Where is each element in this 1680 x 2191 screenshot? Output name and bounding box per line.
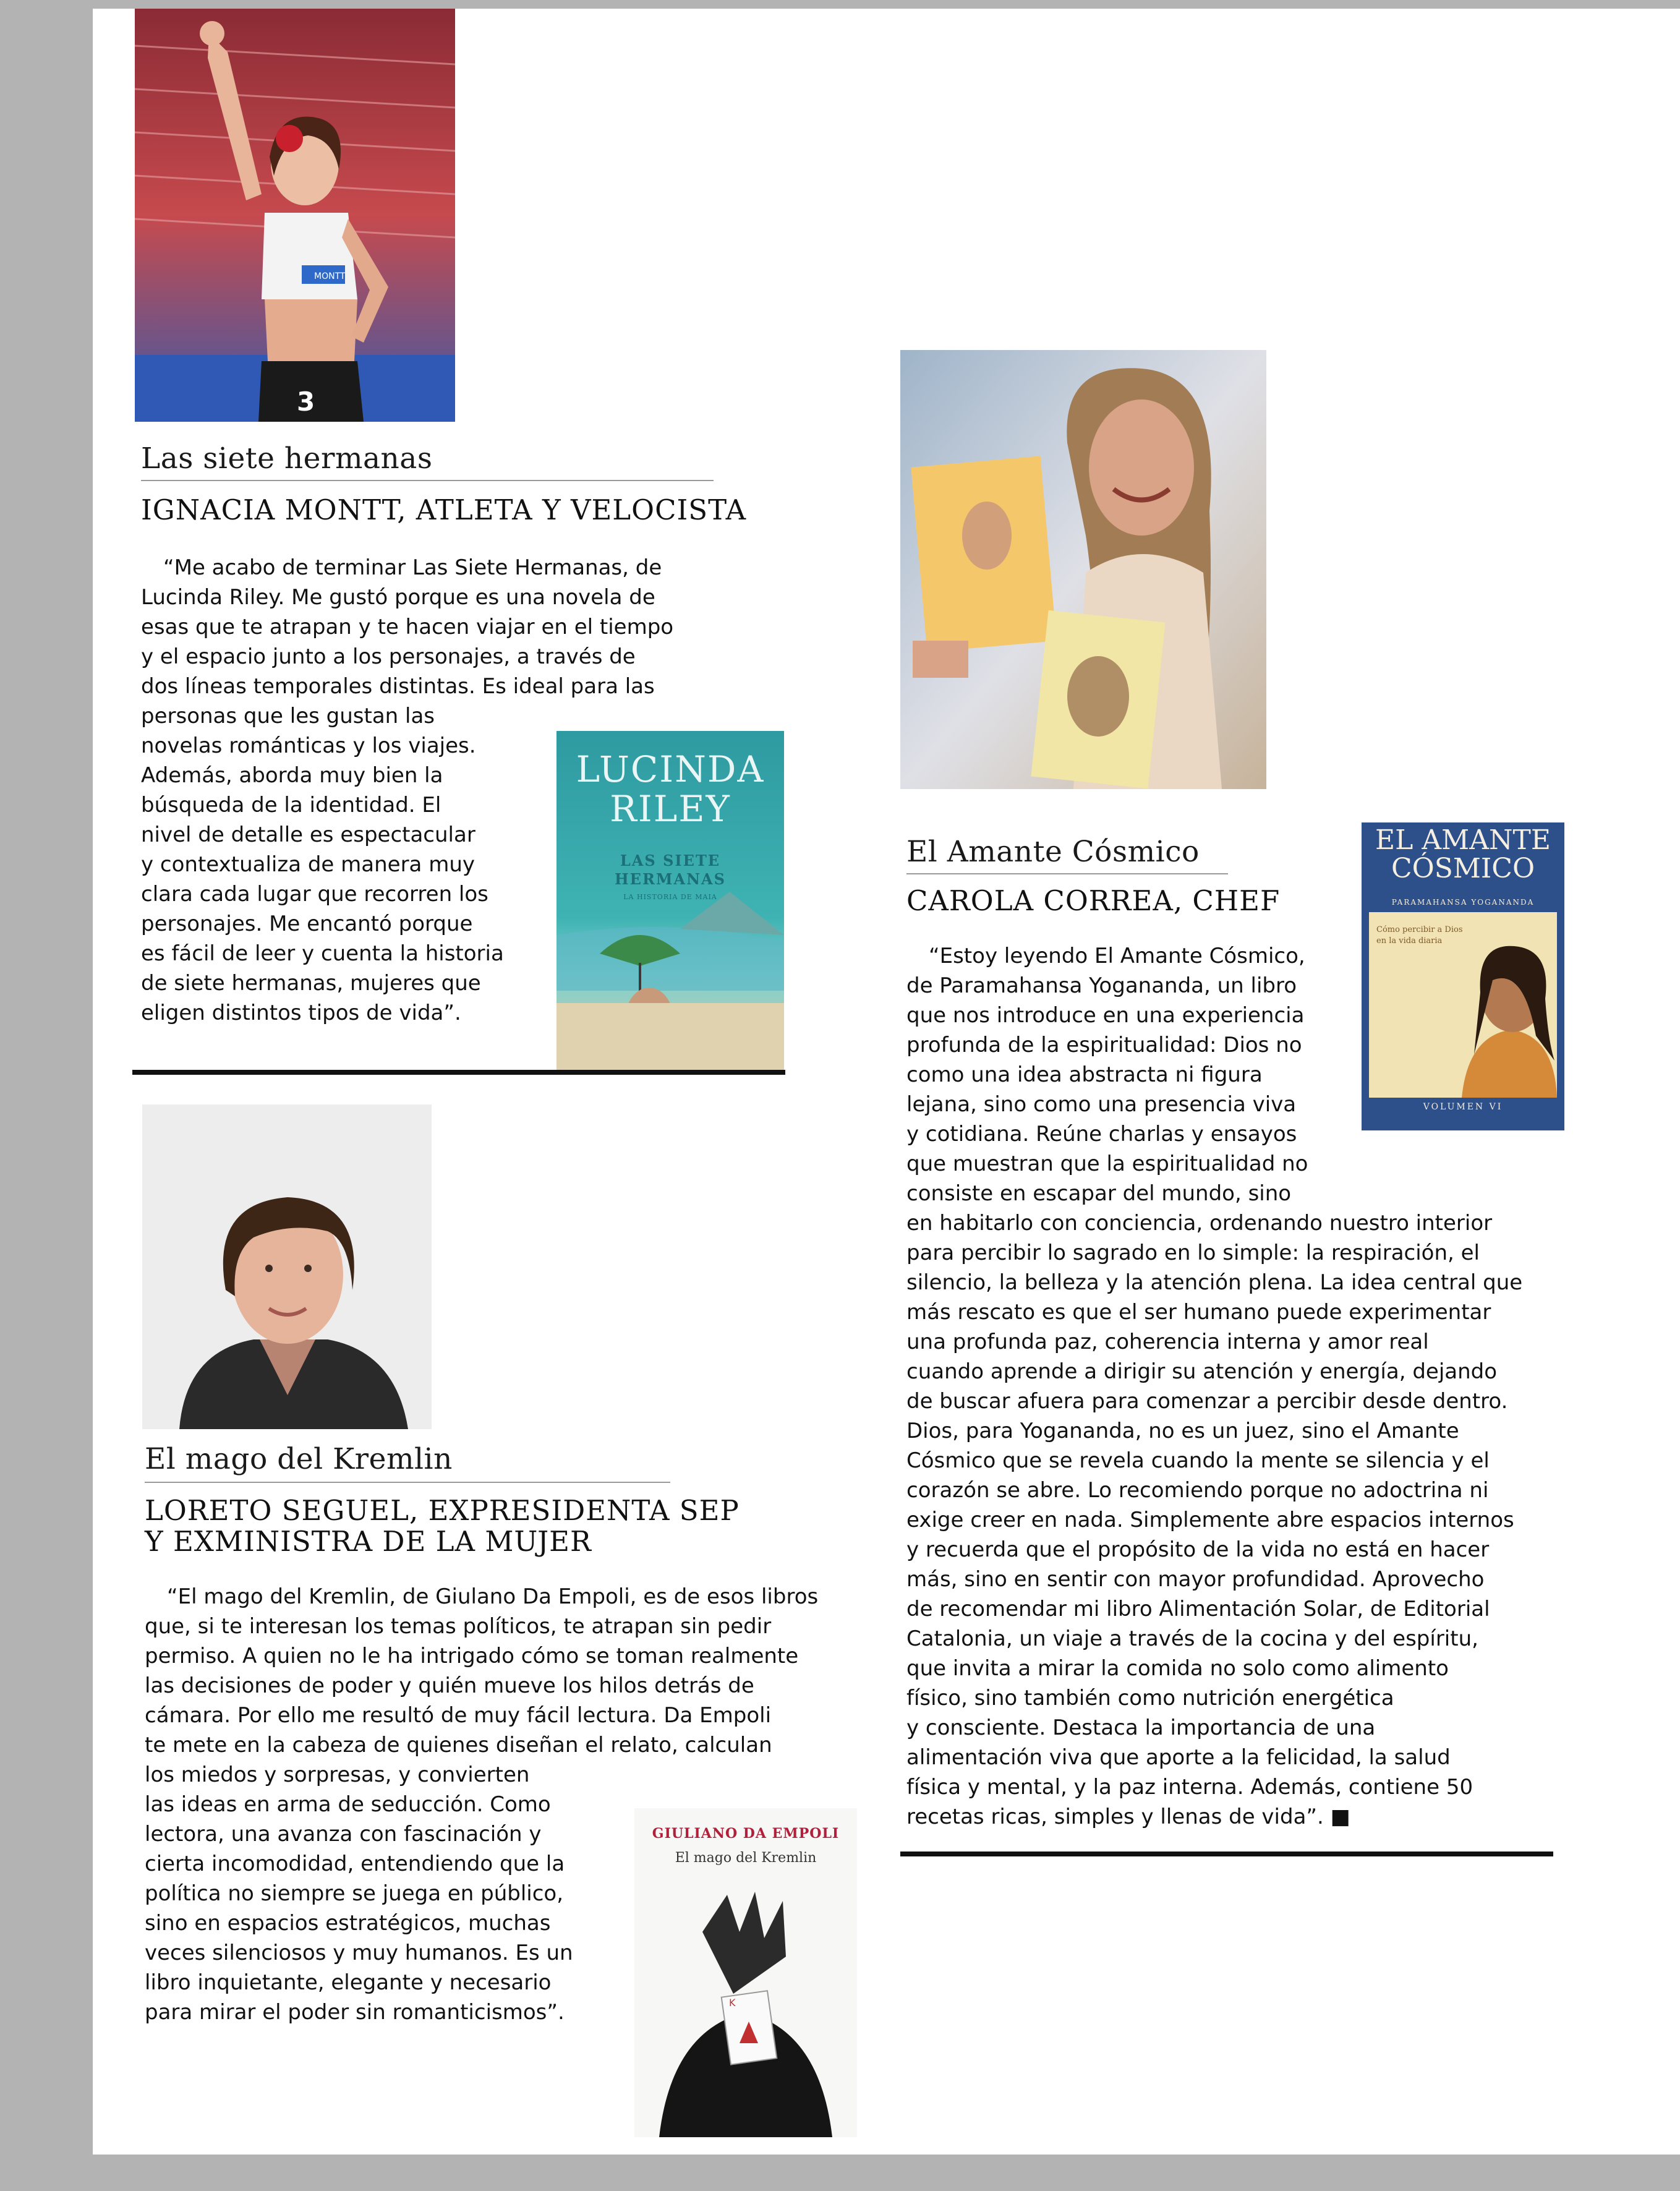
body-line: recetas ricas, simples y llenas de vida”. ■ — [906, 1804, 1350, 1829]
body-line: y consciente. Destaca la importancia de una — [906, 1715, 1376, 1740]
cover-volume: VOLUMEN VI — [1423, 1102, 1503, 1112]
cover-title: EL AMANTE CÓSMICO — [1375, 824, 1551, 884]
article-3-body — [906, 941, 1648, 1832]
body-line: que muestran que la espiritualidad no — [906, 1151, 1308, 1176]
body-line: sino en espacios estratégicos, muchas — [145, 1911, 551, 1936]
cover-author: PARAMAHANSA YOGANANDA — [1391, 898, 1535, 907]
body-line: como una idea abstracta ni figura — [906, 1062, 1263, 1087]
article-3-title-rule — [906, 873, 1228, 874]
athlete-photo — [135, 9, 455, 422]
body-line: de Paramahansa Yogananda, un libro — [906, 973, 1297, 998]
body-line: libro inquietante, elegante y necesario — [145, 1970, 552, 1995]
body-line: lejana, sino como una presencia viva — [906, 1092, 1297, 1117]
body-line: y cotidiana. Reúne charlas y ensayos — [906, 1122, 1297, 1147]
body-line: en habitarlo con conciencia, ordenando nuestro interior — [906, 1211, 1493, 1236]
body-line: una profunda paz, coherencia interna y amor real — [906, 1330, 1429, 1354]
article-3-person: CAROLA CORREA, CHEF — [906, 884, 1281, 917]
body-line: esas que te atrapan y te hacen viajar en el tiempo — [141, 615, 674, 639]
body-line: que, si te interesan los temas políticos, te atrapan sin pedir — [145, 1614, 772, 1639]
body-line: Catalonia, un viaje a través de la cocina y del espíritu, — [906, 1626, 1478, 1651]
body-line: política no siempre se juega en público, — [145, 1881, 564, 1906]
body-line: de siete hermanas, mujeres que — [141, 971, 481, 996]
cover-author: LUCINDA RILEY — [576, 748, 765, 830]
body-line: que invita a mirar la comida no solo como alimento — [906, 1656, 1449, 1681]
person-line: LORETO SEGUEL, EXPRESIDENTA SEP — [145, 1494, 740, 1527]
book-cover-las-siete-hermanas — [556, 731, 784, 1071]
svg-text:MONTT: MONTT — [314, 271, 346, 281]
body-line: física y mental, y la paz interna. Además, contiene 50 — [906, 1775, 1473, 1800]
body-line: exige creer en nada. Simplemente abre espacios internos — [906, 1508, 1514, 1532]
article-3-end-rule — [900, 1851, 1553, 1856]
body-line: búsqueda de la identidad. El — [141, 793, 441, 818]
article-1-title-rule — [141, 480, 714, 481]
body-line: “Me acabo de terminar Las Siete Hermanas, de — [163, 555, 662, 580]
article-2-title-rule — [145, 1482, 670, 1483]
body-line: dos líneas temporales distintas. Es ideal para las — [141, 674, 655, 699]
body-line: eligen distintos tipos de vida”. — [141, 1001, 461, 1025]
body-line: Lucinda Riley. Me gustó porque es una novela de — [141, 585, 655, 610]
body-line: personajes. Me encantó porque — [141, 912, 473, 936]
body-line: es fácil de leer y cuenta la historia — [141, 941, 504, 966]
body-line: cuando aprende a dirigir su atención y energía, dejando — [906, 1359, 1498, 1384]
body-line: más rescato es que el ser humano puede experimentar — [906, 1300, 1491, 1325]
body-line: para mirar el poder sin romanticismos”. — [145, 2000, 565, 2025]
article-2-book-title: El mago del Kremlin — [145, 1442, 453, 1476]
body-line: lectora, una avanza con fascinación y — [145, 1822, 542, 1847]
svg-text:3: 3 — [297, 387, 315, 417]
body-line: las ideas en arma de seducción. Como — [145, 1792, 551, 1817]
body-line: que nos introduce en una experiencia — [906, 1003, 1305, 1028]
body-line: y contextualiza de manera muy — [141, 852, 475, 877]
body-line: de buscar afuera para comenzar a percibir desde dentro. — [906, 1389, 1508, 1414]
body-line: más, sino en sentir con mayor profundidad. Aprovecho — [906, 1567, 1485, 1592]
body-line: “El mago del Kremlin, de Giulano Da Empoli, es de esos libros — [167, 1584, 819, 1609]
article-2-person — [145, 1495, 740, 1557]
body-line: corazón se abre. Lo recomiendo porque no adoctrina ni — [906, 1478, 1489, 1503]
portrait-loreto-seguel — [142, 1104, 432, 1429]
cover-series: LA HISTORIA DE MAIA — [623, 893, 717, 901]
article-1-end-rule — [132, 1070, 785, 1075]
body-line: veces silenciosos y muy humanos. Es un — [145, 1941, 573, 1965]
body-line: físico, sino también como nutrición energética — [906, 1686, 1394, 1711]
svg-text:K: K — [729, 1997, 736, 2009]
body-line: Además, aborda muy bien la — [141, 763, 443, 788]
article-3-book-title: El Amante Cósmico — [906, 835, 1200, 869]
cover-title: El mago del Kremlin — [675, 1850, 817, 1866]
body-line: para percibir lo sagrado en lo simple: la respiración, el — [906, 1241, 1480, 1265]
body-line: las decisiones de poder y quién mueve los hilos detrás de — [145, 1673, 754, 1698]
book-cover-el-mago-del-kremlin — [634, 1808, 857, 2137]
magazine-page — [93, 9, 1680, 2155]
body-line: personas que les gustan las — [141, 704, 435, 728]
body-line: permiso. A quien no le ha intrigado cómo se toman realmente — [145, 1644, 799, 1668]
body-line: alimentación viva que aporte a la felicidad, la salud — [906, 1745, 1451, 1770]
article-1-person: IGNACIA MONTT, ATLETA Y VELOCISTA — [141, 493, 747, 526]
body-line: te mete en la cabeza de quienes diseñan el relato, calculan — [145, 1733, 772, 1757]
body-line: Dios, para Yogananda, no es un juez, sino el Amante — [906, 1419, 1459, 1443]
article-1-book-title: Las siete hermanas — [141, 442, 433, 476]
body-line: los miedos y sorpresas, y convierten — [145, 1762, 530, 1787]
body-line: y recuerda que el propósito de la vida no está en hacer — [906, 1537, 1490, 1562]
body-line: cámara. Por ello me resultó de muy fácil lectura. Da Empoli — [145, 1703, 772, 1728]
body-line: cierta incomodidad, entendiendo que la — [145, 1851, 565, 1876]
person-line: Y EXMINISTRA DE LA MUJER — [145, 1525, 592, 1558]
cover-author: GIULIANO DA EMPOLI — [652, 1826, 840, 1842]
cover-title: LAS SIETE HERMANAS — [615, 852, 726, 888]
body-line: novelas románticas y los viajes. — [141, 733, 476, 758]
body-line: silencio, la belleza y la atención plena. La idea central que — [906, 1270, 1523, 1295]
body-line: clara cada lugar que recorren los — [141, 882, 488, 907]
body-line: consiste en escapar del mundo, sino — [906, 1181, 1292, 1206]
body-line: “Estoy leyendo El Amante Cósmico, — [929, 944, 1305, 968]
body-line: Cósmico que se revela cuando la mente se silencia y el — [906, 1448, 1490, 1473]
portrait-carola-correa — [900, 350, 1266, 789]
body-line: de recomendar mi libro Alimentación Solar, de Editorial — [906, 1597, 1490, 1621]
cover-subtitle: Cómo percibir a Dios en la vida diaria — [1376, 925, 1463, 946]
body-line: y el espacio junto a los personajes, a través de — [141, 644, 636, 669]
body-line: profunda de la espiritualidad: Dios no — [906, 1033, 1302, 1057]
body-line: nivel de detalle es espectacular — [141, 822, 475, 847]
